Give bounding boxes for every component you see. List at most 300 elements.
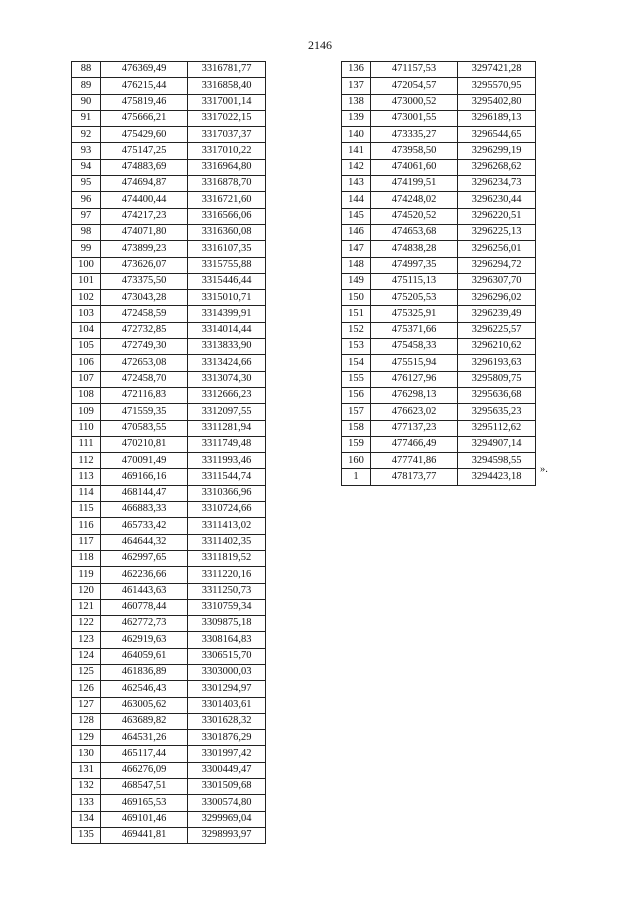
table-row: [342, 355, 536, 371]
point-number-cell: 98: [72, 224, 101, 240]
x-coordinate-cell: 477466,49: [371, 436, 458, 452]
x-coordinate-cell: 474520,52: [371, 208, 458, 224]
x-coordinate-cell: 473899,23: [101, 241, 188, 257]
table-row: [72, 159, 266, 175]
point-number-cell: 88: [72, 62, 101, 78]
point-number-cell: 107: [72, 371, 101, 387]
x-coordinate-cell: 472653,08: [101, 355, 188, 371]
x-coordinate-cell: 466883,33: [101, 502, 188, 518]
y-coordinate-cell: 3317022,15: [188, 110, 266, 126]
point-number-cell: 102: [72, 290, 101, 306]
x-coordinate-cell: 470091,49: [101, 453, 188, 469]
x-coordinate-cell: 474883,69: [101, 159, 188, 175]
y-coordinate-cell: 3315755,88: [188, 257, 266, 273]
point-number-cell: 110: [72, 420, 101, 436]
point-number-cell: 141: [342, 143, 371, 159]
y-coordinate-cell: 3296294,72: [458, 257, 536, 273]
point-number-cell: 137: [342, 78, 371, 94]
point-number-cell: 150: [342, 290, 371, 306]
x-coordinate-cell: 473958,50: [371, 143, 458, 159]
point-number-cell: 127: [72, 697, 101, 713]
y-coordinate-cell: 3301294,97: [188, 681, 266, 697]
x-coordinate-cell: 476298,13: [371, 387, 458, 403]
point-number-cell: 117: [72, 534, 101, 550]
y-coordinate-cell: 3298993,97: [188, 827, 266, 843]
x-coordinate-cell: 470583,55: [101, 420, 188, 436]
table-row: [342, 257, 536, 273]
point-number-cell: 144: [342, 192, 371, 208]
x-coordinate-cell: 469441,81: [101, 827, 188, 843]
table-row: [342, 339, 536, 355]
point-number-cell: 91: [72, 110, 101, 126]
table-row: [342, 241, 536, 257]
x-coordinate-cell: 474997,35: [371, 257, 458, 273]
coordinates-table-left: [71, 61, 266, 844]
x-coordinate-cell: 475115,13: [371, 273, 458, 289]
table-row: [72, 143, 266, 159]
table-row: [342, 78, 536, 94]
table-row: [72, 567, 266, 583]
x-coordinate-cell: 469166,16: [101, 469, 188, 485]
point-number-cell: 154: [342, 355, 371, 371]
point-number-cell: 158: [342, 420, 371, 436]
table-row: [72, 779, 266, 795]
point-number-cell: 160: [342, 453, 371, 469]
table-row: [342, 62, 536, 78]
point-number-cell: 101: [72, 273, 101, 289]
point-number-cell: 139: [342, 110, 371, 126]
point-number-cell: 148: [342, 257, 371, 273]
table-row: [72, 371, 266, 387]
point-number-cell: 136: [342, 62, 371, 78]
y-coordinate-cell: 3316781,77: [188, 62, 266, 78]
point-number-cell: 128: [72, 713, 101, 729]
point-number-cell: 142: [342, 159, 371, 175]
table-row: [342, 469, 536, 485]
y-coordinate-cell: 3316858,40: [188, 78, 266, 94]
y-coordinate-cell: 3317001,14: [188, 94, 266, 110]
table-row: [72, 713, 266, 729]
y-coordinate-cell: 3296210,62: [458, 339, 536, 355]
y-coordinate-cell: 3314014,44: [188, 322, 266, 338]
point-number-cell: 130: [72, 746, 101, 762]
table-row: [72, 599, 266, 615]
table-row: [72, 306, 266, 322]
x-coordinate-cell: 472732,85: [101, 322, 188, 338]
x-coordinate-cell: 474694,87: [101, 176, 188, 192]
table-row: [72, 224, 266, 240]
y-coordinate-cell: 3312666,23: [188, 387, 266, 403]
table-row: [72, 681, 266, 697]
y-coordinate-cell: 3310724,66: [188, 502, 266, 518]
table-row: [72, 583, 266, 599]
x-coordinate-cell: 477741,86: [371, 453, 458, 469]
table-row: [72, 290, 266, 306]
y-coordinate-cell: 3299969,04: [188, 811, 266, 827]
y-coordinate-cell: 3301876,29: [188, 730, 266, 746]
x-coordinate-cell: 474838,28: [371, 241, 458, 257]
y-coordinate-cell: 3310366,96: [188, 485, 266, 501]
y-coordinate-cell: 3315446,44: [188, 273, 266, 289]
y-coordinate-cell: 3311749,48: [188, 436, 266, 452]
y-coordinate-cell: 3317010,22: [188, 143, 266, 159]
x-coordinate-cell: 472116,83: [101, 387, 188, 403]
table-row: [72, 208, 266, 224]
y-coordinate-cell: 3312097,55: [188, 404, 266, 420]
point-number-cell: 156: [342, 387, 371, 403]
table-row: [72, 502, 266, 518]
y-coordinate-cell: 3308164,83: [188, 632, 266, 648]
x-coordinate-cell: 462546,43: [101, 681, 188, 697]
point-number-cell: 123: [72, 632, 101, 648]
x-coordinate-cell: 464059,61: [101, 648, 188, 664]
x-coordinate-cell: 472458,59: [101, 306, 188, 322]
point-number-cell: 114: [72, 485, 101, 501]
x-coordinate-cell: 464644,32: [101, 534, 188, 550]
y-coordinate-cell: 3313424,66: [188, 355, 266, 371]
table-row: [72, 404, 266, 420]
table-row: [72, 94, 266, 110]
x-coordinate-cell: 475205,53: [371, 290, 458, 306]
y-coordinate-cell: 3296299,19: [458, 143, 536, 159]
table-row: [72, 550, 266, 566]
x-coordinate-cell: 468144,47: [101, 485, 188, 501]
x-coordinate-cell: 471559,35: [101, 404, 188, 420]
closing-quote-mark: ».: [540, 464, 548, 475]
x-coordinate-cell: 474217,23: [101, 208, 188, 224]
point-number-cell: 115: [72, 502, 101, 518]
x-coordinate-cell: 473335,27: [371, 127, 458, 143]
point-number-cell: 125: [72, 664, 101, 680]
table-row: [72, 420, 266, 436]
point-number-cell: 111: [72, 436, 101, 452]
x-coordinate-cell: 472054,57: [371, 78, 458, 94]
y-coordinate-cell: 3311544,74: [188, 469, 266, 485]
x-coordinate-cell: 475819,46: [101, 94, 188, 110]
y-coordinate-cell: 3296256,01: [458, 241, 536, 257]
y-coordinate-cell: 3316360,08: [188, 224, 266, 240]
table-row: [72, 355, 266, 371]
y-coordinate-cell: 3296234,73: [458, 176, 536, 192]
x-coordinate-cell: 472749,30: [101, 339, 188, 355]
x-coordinate-cell: 474071,80: [101, 224, 188, 240]
y-coordinate-cell: 3316878,70: [188, 176, 266, 192]
point-number-cell: 122: [72, 616, 101, 632]
point-number-cell: 153: [342, 339, 371, 355]
x-coordinate-cell: 478173,77: [371, 469, 458, 485]
y-coordinate-cell: 3310759,34: [188, 599, 266, 615]
point-number-cell: 90: [72, 94, 101, 110]
table-row: [72, 241, 266, 257]
coordinates-table-left-body: [72, 62, 266, 844]
table-row: [72, 339, 266, 355]
table-row: [342, 404, 536, 420]
point-number-cell: 146: [342, 224, 371, 240]
y-coordinate-cell: 3296307,70: [458, 273, 536, 289]
x-coordinate-cell: 473000,52: [371, 94, 458, 110]
y-coordinate-cell: 3294423,18: [458, 469, 536, 485]
x-coordinate-cell: 465117,44: [101, 746, 188, 762]
x-coordinate-cell: 474199,51: [371, 176, 458, 192]
y-coordinate-cell: 3317037,37: [188, 127, 266, 143]
y-coordinate-cell: 3296544,65: [458, 127, 536, 143]
y-coordinate-cell: 3306515,70: [188, 648, 266, 664]
y-coordinate-cell: 3311993,46: [188, 453, 266, 469]
coordinates-table-right-body: [342, 62, 536, 486]
table-row: [72, 811, 266, 827]
y-coordinate-cell: 3295570,95: [458, 78, 536, 94]
x-coordinate-cell: 468547,51: [101, 779, 188, 795]
table-row: [72, 127, 266, 143]
table-row: [72, 485, 266, 501]
y-coordinate-cell: 3296189,13: [458, 110, 536, 126]
table-row: [72, 176, 266, 192]
y-coordinate-cell: 3313833,90: [188, 339, 266, 355]
table-row: [72, 730, 266, 746]
table-row: [72, 697, 266, 713]
table-row: [72, 387, 266, 403]
y-coordinate-cell: 3296239,49: [458, 306, 536, 322]
y-coordinate-cell: 3301997,42: [188, 746, 266, 762]
table-row: [72, 664, 266, 680]
table-row: [72, 648, 266, 664]
x-coordinate-cell: 464531,26: [101, 730, 188, 746]
point-number-cell: 135: [72, 827, 101, 843]
y-coordinate-cell: 3314399,91: [188, 306, 266, 322]
point-number-cell: 132: [72, 779, 101, 795]
y-coordinate-cell: 3301509,68: [188, 779, 266, 795]
y-coordinate-cell: 3311250,73: [188, 583, 266, 599]
x-coordinate-cell: 469165,53: [101, 795, 188, 811]
x-coordinate-cell: 465733,42: [101, 518, 188, 534]
point-number-cell: 147: [342, 241, 371, 257]
point-number-cell: 131: [72, 762, 101, 778]
table-row: [342, 306, 536, 322]
x-coordinate-cell: 475429,60: [101, 127, 188, 143]
y-coordinate-cell: 3296230,44: [458, 192, 536, 208]
point-number-cell: 119: [72, 567, 101, 583]
y-coordinate-cell: 3316964,80: [188, 159, 266, 175]
x-coordinate-cell: 473001,55: [371, 110, 458, 126]
y-coordinate-cell: 3316107,35: [188, 241, 266, 257]
point-number-cell: 120: [72, 583, 101, 599]
x-coordinate-cell: 477137,23: [371, 420, 458, 436]
point-number-cell: 134: [72, 811, 101, 827]
y-coordinate-cell: 3301628,32: [188, 713, 266, 729]
point-number-cell: 118: [72, 550, 101, 566]
x-coordinate-cell: 463689,82: [101, 713, 188, 729]
x-coordinate-cell: 475666,21: [101, 110, 188, 126]
x-coordinate-cell: 462236,66: [101, 567, 188, 583]
y-coordinate-cell: 3311220,16: [188, 567, 266, 583]
table-row: [342, 224, 536, 240]
y-coordinate-cell: 3296193,63: [458, 355, 536, 371]
table-row: [72, 257, 266, 273]
table-row: [72, 273, 266, 289]
point-number-cell: 126: [72, 681, 101, 697]
point-number-cell: 109: [72, 404, 101, 420]
x-coordinate-cell: 461443,63: [101, 583, 188, 599]
point-number-cell: 152: [342, 322, 371, 338]
table-row: [72, 518, 266, 534]
y-coordinate-cell: 3311819,52: [188, 550, 266, 566]
table-row: [72, 78, 266, 94]
point-number-cell: 157: [342, 404, 371, 420]
y-coordinate-cell: 3301403,61: [188, 697, 266, 713]
y-coordinate-cell: 3311281,94: [188, 420, 266, 436]
point-number-cell: 100: [72, 257, 101, 273]
point-number-cell: 143: [342, 176, 371, 192]
table-row: [72, 746, 266, 762]
point-number-cell: 151: [342, 306, 371, 322]
y-coordinate-cell: 3300574,80: [188, 795, 266, 811]
y-coordinate-cell: 3294907,14: [458, 436, 536, 452]
x-coordinate-cell: 474061,60: [371, 159, 458, 175]
x-coordinate-cell: 475371,66: [371, 322, 458, 338]
y-coordinate-cell: 3316566,06: [188, 208, 266, 224]
table-row: [342, 420, 536, 436]
x-coordinate-cell: 466276,09: [101, 762, 188, 778]
y-coordinate-cell: 3295635,23: [458, 404, 536, 420]
y-coordinate-cell: 3296220,51: [458, 208, 536, 224]
table-row: [72, 827, 266, 843]
point-number-cell: 106: [72, 355, 101, 371]
x-coordinate-cell: 474653,68: [371, 224, 458, 240]
table-row: [72, 616, 266, 632]
table-row: [342, 127, 536, 143]
point-number-cell: 108: [72, 387, 101, 403]
point-number-cell: 113: [72, 469, 101, 485]
table-row: [342, 387, 536, 403]
y-coordinate-cell: 3295402,80: [458, 94, 536, 110]
point-number-cell: 95: [72, 176, 101, 192]
point-number-cell: 1: [342, 469, 371, 485]
table-row: [72, 469, 266, 485]
table-row: [342, 322, 536, 338]
point-number-cell: 112: [72, 453, 101, 469]
y-coordinate-cell: 3297421,28: [458, 62, 536, 78]
table-row: [72, 632, 266, 648]
table-row: [72, 795, 266, 811]
table-row: [72, 62, 266, 78]
point-number-cell: 99: [72, 241, 101, 257]
y-coordinate-cell: 3315010,71: [188, 290, 266, 306]
table-row: [72, 762, 266, 778]
y-coordinate-cell: 3311402,35: [188, 534, 266, 550]
table-row: [342, 94, 536, 110]
y-coordinate-cell: 3316721,60: [188, 192, 266, 208]
point-number-cell: 96: [72, 192, 101, 208]
x-coordinate-cell: 474248,02: [371, 192, 458, 208]
table-row: [342, 143, 536, 159]
point-number-cell: 89: [72, 78, 101, 94]
coordinates-table-right: [341, 61, 536, 486]
table-row: [342, 273, 536, 289]
x-coordinate-cell: 472458,70: [101, 371, 188, 387]
table-row: [72, 192, 266, 208]
table-row: [342, 176, 536, 192]
point-number-cell: 149: [342, 273, 371, 289]
x-coordinate-cell: 476369,49: [101, 62, 188, 78]
point-number-cell: 140: [342, 127, 371, 143]
point-number-cell: 104: [72, 322, 101, 338]
table-row: [72, 110, 266, 126]
x-coordinate-cell: 476623,02: [371, 404, 458, 420]
y-coordinate-cell: 3296225,57: [458, 322, 536, 338]
y-coordinate-cell: 3303000,03: [188, 664, 266, 680]
y-coordinate-cell: 3309875,18: [188, 616, 266, 632]
table-row: [342, 192, 536, 208]
x-coordinate-cell: 462997,65: [101, 550, 188, 566]
table-row: [72, 322, 266, 338]
point-number-cell: 94: [72, 159, 101, 175]
table-row: [342, 208, 536, 224]
point-number-cell: 124: [72, 648, 101, 664]
x-coordinate-cell: 461836,89: [101, 664, 188, 680]
x-coordinate-cell: 471157,53: [371, 62, 458, 78]
y-coordinate-cell: 3295112,62: [458, 420, 536, 436]
x-coordinate-cell: 475147,25: [101, 143, 188, 159]
table-row: [342, 110, 536, 126]
table-row: [342, 290, 536, 306]
table-row: [342, 453, 536, 469]
x-coordinate-cell: 476127,96: [371, 371, 458, 387]
table-row: [342, 436, 536, 452]
point-number-cell: 159: [342, 436, 371, 452]
x-coordinate-cell: 460778,44: [101, 599, 188, 615]
x-coordinate-cell: 476215,44: [101, 78, 188, 94]
x-coordinate-cell: 473043,28: [101, 290, 188, 306]
point-number-cell: 97: [72, 208, 101, 224]
point-number-cell: 103: [72, 306, 101, 322]
table-row: [72, 453, 266, 469]
x-coordinate-cell: 462772,73: [101, 616, 188, 632]
x-coordinate-cell: 475515,94: [371, 355, 458, 371]
x-coordinate-cell: 474400,44: [101, 192, 188, 208]
x-coordinate-cell: 475325,91: [371, 306, 458, 322]
page-number: 2146: [308, 38, 332, 52]
point-number-cell: 105: [72, 339, 101, 355]
point-number-cell: 138: [342, 94, 371, 110]
x-coordinate-cell: 469101,46: [101, 811, 188, 827]
point-number-cell: 133: [72, 795, 101, 811]
y-coordinate-cell: 3296296,02: [458, 290, 536, 306]
y-coordinate-cell: 3300449,47: [188, 762, 266, 778]
y-coordinate-cell: 3295809,75: [458, 371, 536, 387]
x-coordinate-cell: 473626,07: [101, 257, 188, 273]
x-coordinate-cell: 470210,81: [101, 436, 188, 452]
x-coordinate-cell: 475458,33: [371, 339, 458, 355]
x-coordinate-cell: 473375,50: [101, 273, 188, 289]
table-row: [72, 436, 266, 452]
point-number-cell: 129: [72, 730, 101, 746]
point-number-cell: 121: [72, 599, 101, 615]
x-coordinate-cell: 462919,63: [101, 632, 188, 648]
y-coordinate-cell: 3295636,68: [458, 387, 536, 403]
point-number-cell: 93: [72, 143, 101, 159]
point-number-cell: 155: [342, 371, 371, 387]
table-row: [342, 371, 536, 387]
y-coordinate-cell: 3294598,55: [458, 453, 536, 469]
y-coordinate-cell: 3296268,62: [458, 159, 536, 175]
x-coordinate-cell: 463005,62: [101, 697, 188, 713]
point-number-cell: 92: [72, 127, 101, 143]
table-row: [342, 159, 536, 175]
table-row: [72, 534, 266, 550]
point-number-cell: 116: [72, 518, 101, 534]
point-number-cell: 145: [342, 208, 371, 224]
y-coordinate-cell: 3296225,13: [458, 224, 536, 240]
